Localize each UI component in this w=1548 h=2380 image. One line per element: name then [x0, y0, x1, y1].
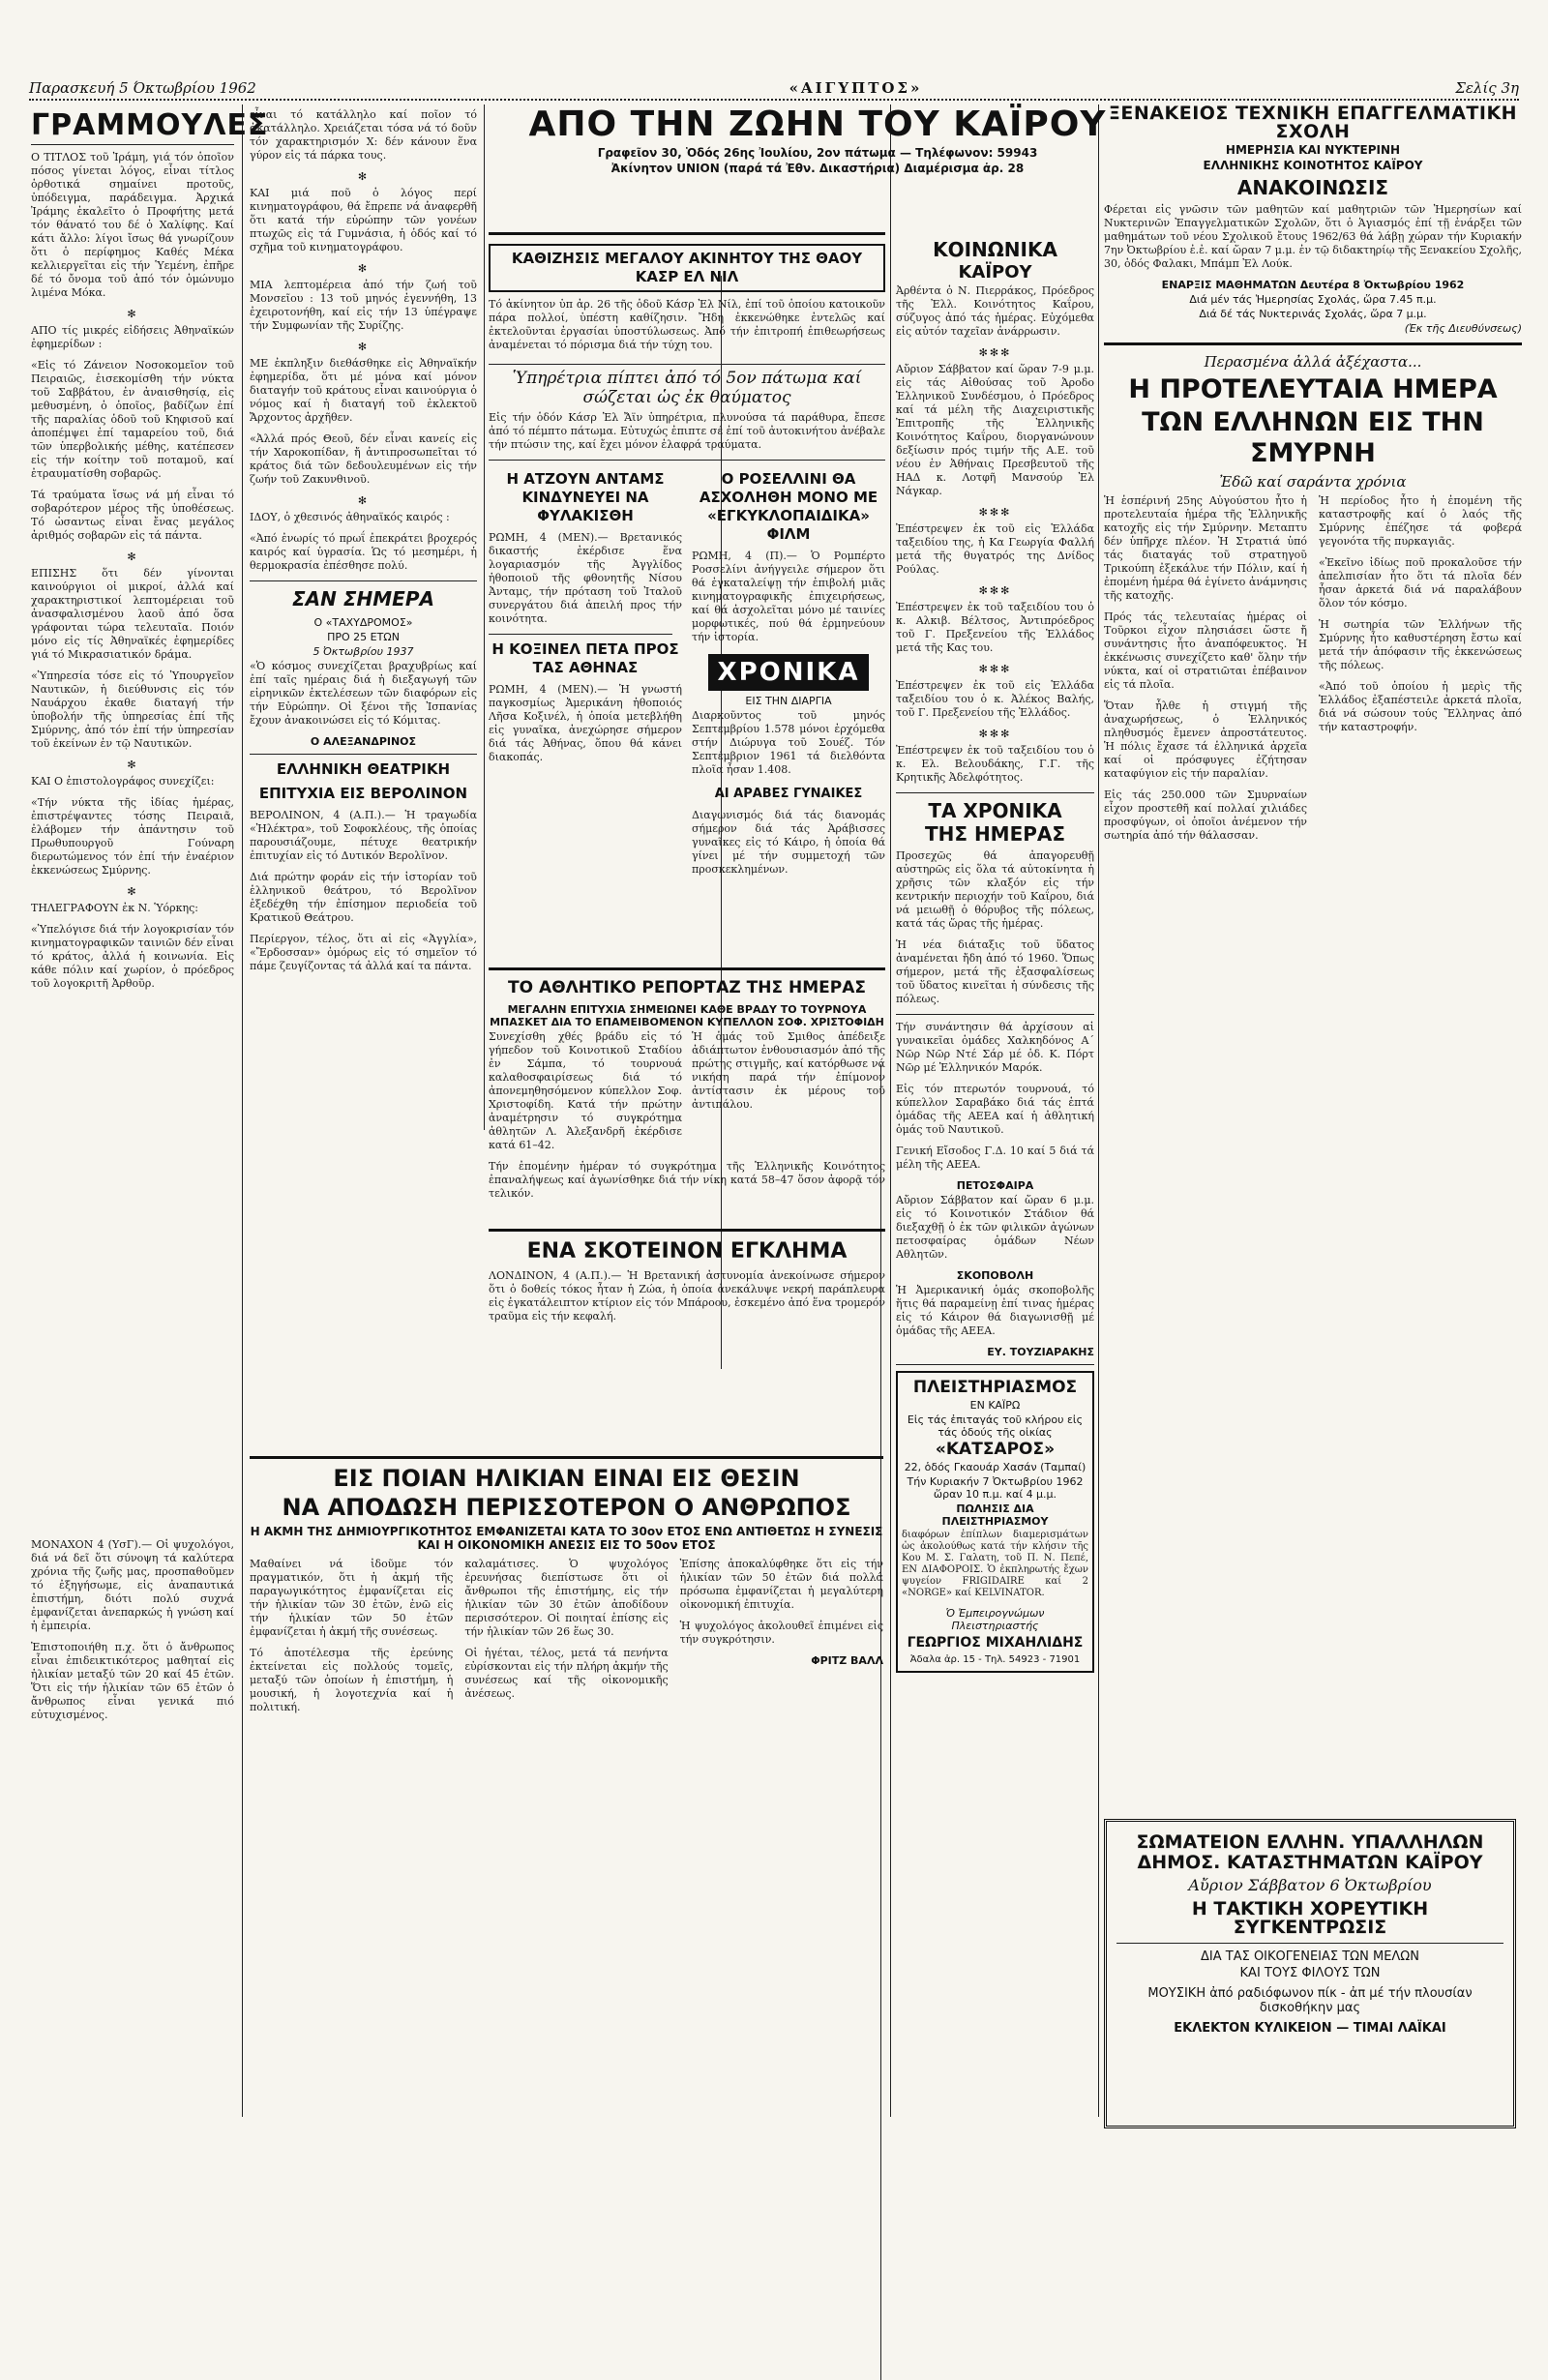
- paragraph: Ἡ περίοδος ἦτο ἡ ἐπομένη τῆς καταστροφῆς καί ὁ λαός τῆς Σμύρνης ἐπέζησε τά φοβερά γεγονότα τῆς πυρκαγιᾶς.: [1319, 494, 1522, 548]
- auction-name: «ΚΑΤΣΑΡΟΣ»: [935, 1440, 1056, 1459]
- section-title: ΑΠΟ ΤΗΝ ΖΩΗΝ ΤΟΥ ΚΑΪΡΟΥ: [528, 104, 1107, 144]
- auction-address: 22, ὁδός Γκαουάρ Χασάν (Ταμπαί): [904, 1461, 1087, 1473]
- paragraph: Εἰς τάς 250.000 τῶν Σμυρναίων εἶχον προστεθῆ καί πολλαί χιλιάδες προσφύγων, οἱ ὁποῖοι ἀνέμενον τήν σωτηρία ἀπό τήν θάλασσαν.: [1104, 788, 1307, 842]
- paragraph: Ἐπιστοποιήθη π.χ. ὅτι ὁ ἄνθρωπος εἶναι ἐπιδεικτικότερος μαθηταί εἰς ἡλικίαν μεταξύ τῶν 20 καί 45 ἐτῶν. Ὅτι εἰς τήν ἡλικίαν τῶν 65 ἐτῶν ὁ ἄνθρωπος εἶναι γενικά πιό εὐτυχισμένος.: [31, 1641, 234, 1721]
- theatre-headline: ΕΛΛΗΝΙΚΗ ΘΕΑΤΡΙΚΗ: [276, 760, 451, 778]
- paragraph: Αὔριον Σάββατον καί ὥραν 7-9 μ.μ. εἰς τάς Αἰθούσας τοῦ Ἀροδο Ἑλληνικοῦ Συνδέσμου, ὁ Πρόεδρος καί τά μέλη τῆς Διαχειριστικῆς Ἐπιτροπῆς τῆς Ἑλληνικῆς Κοινότητος Καΐρου, διοργανώνουν δεξίωσιν πρός τιμήν τῆς Α.Ε. τοῦ νέου ἐν Ἀθήναις Πρεσβευτοῦ τῆς ΗΑΔ κ. Λοτφῆ Μανσούρ Ἐλ Νάγκαρ.: [896, 363, 1094, 497]
- paragraph: καλαμάτισες. Ὁ ψυχολόγος ἐρευνήσας διεπίστωσε ὅτι οἱ ἄνθρωποι τῆς ἐπιστήμης, εἰς τήν ἡλικίαν τῶν 30 ἐτῶν ἀποδίδουν περισσότερον. Οἱ ποιηταί ἐπίσης εἰς τήν ἡλικίαν τῶν 26 ἕως 30.: [464, 1558, 669, 1638]
- paragraph: Γενική Εἴσοδος Γ.Δ. 10 καί 5 διά τά μέλη τῆς ΑΕΕΑ.: [896, 1145, 1094, 1171]
- paragraph: Ἡ ψυχολόγος ἀκολουθεῖ ἐπιμένει εἰς τήν συγκρότησιν.: [679, 1620, 883, 1646]
- column-two: [250, 108, 477, 1521]
- koxinel-headline: Η ΚΟΞΙΝΕΛ ΠΕΤΑ ΠΡΟΣ ΤΑΣ ΑΘΗΝΑΣ: [491, 640, 679, 676]
- sports-report: [489, 973, 885, 1225]
- school-ad: [1104, 104, 1522, 335]
- night-schedule: Διά δέ τάς Νυκτερινάς Σχολάς, ὥρα 7 μ.μ.: [1199, 308, 1427, 320]
- union-audience-2: ΚΑΙ ΤΟΥΣ ΦΙΛΟΥΣ ΤΩΝ: [1239, 1966, 1381, 1980]
- ornament: ✻: [127, 550, 138, 563]
- divider: [250, 1456, 883, 1459]
- social-subtitle: ΚΑΪΡΟΥ: [958, 262, 1032, 283]
- crime-article: [489, 1235, 885, 1428]
- cairo-life-header: [489, 104, 1146, 230]
- signature: ΦΡΙΤΖ ΒΑΛΛ: [811, 1654, 883, 1667]
- paragraph: Ἐπέστρεψεν ἐκ τοῦ εἰς Ἑλλάδα ταξειδίου της, ἡ Κα Γεωργία Φαλλή μετά τῆς θυγατρός της Δνίδος Ρούλας.: [896, 522, 1094, 576]
- san-simera-date: 5 Ὀκτωβρίου 1937: [313, 645, 414, 658]
- ornament: ✻✻✻: [978, 584, 1012, 597]
- paragraph: Τά τραύματα ἴσως νά μή εἶναι τό σοβαρότερον μέρος τῆς ὑποθέσεως. Τό ὡσαντως εἶναι ἔνας μεγάλος ἀριθμός σοβαρῶν εἰς τά πάντα.: [31, 489, 234, 542]
- union-title: ΣΩΜΑΤΕΙΟΝ ΕΛΛΗΝ. ΥΠΑΛΛΗΛΩΝ: [1136, 1831, 1484, 1853]
- union-title-2: ΔΗΜΟΣ. ΚΑΤΑΣΤΗΜΑΤΩΝ ΚΑΪΡΟΥ: [1137, 1852, 1483, 1873]
- paragraph: Τήν συνάντησιν θά ἀρχίσουν αἱ γυναικεῖαι ὁμάδες Χαλκηδόνος Α΄ Νῶρ Νῶρ Ντέ Σάρ μέ ὁδ. Κ. Πόρτ Νῶρ μέ Ἑλληνικόν Μαρόκ.: [896, 1021, 1094, 1074]
- sports-subheadline: ΜΕΓΑΛΗΝ ΕΠΙΤΥΧΙΑ ΣΗΜΕΙΩΝΕΙ ΚΑΘΕ ΒΡΑΔΥ ΤΟ ΤΟΥΡΝΟΥΑ ΜΠΑΣΚΕΤ ΔΙΑ ΤΟ ΕΠΑΜΕΙΒΟΜΕΝΟΝ ΚΥΠΕΛΛΟΝ ΣΟΦ. ΧΡΙΣΤΟΦΙΔΗ: [490, 1003, 884, 1028]
- office-building: Ἀκίνητον UNION (παρά τά Ἐθν. Δικαστήρια) Διαμέρισμα ἀρ. 28: [610, 162, 1025, 175]
- page-number: Σελίς 3η: [1455, 79, 1519, 97]
- union-music: ΜΟΥΣΙΚΗ ἀπό ραδιόφωνον πίκ - ἀπ μέ τήν πλουσίαν δισκοθήκην μας: [1147, 1986, 1473, 2015]
- smyrna-kicker: Περασμένα ἀλλά ἀξέχαστα...: [1204, 353, 1422, 371]
- auction-line: Εἰς τάς ἐπιταγάς τοῦ κλήρου εἰς τάς ὁδούς τῆς οἰκίας: [907, 1413, 1084, 1439]
- paragraph: Εἰς τόν πτερωτόν τουρνουά, τό κύπελλον Σαραβάκο διά τάς ἑπτά ὁμάδας τῆς ΑΕΕΑ καί ἡ ἀθλητική ὁμάς τοῦ Ναυτικοῦ.: [896, 1083, 1094, 1136]
- union-date: Αὔριον Σάββατον 6 Ὀκτωβρίου: [1188, 1876, 1432, 1894]
- paragraph: «Ἀπό τοῦ ὁποίου ἡ μερὶς τῆς Ἑλλάδος ἐξαπέστειλε ἀρκετά πλοῖα, διά νά σώσουν τούς Ἕλληνας ἀπό τήν καταστροφήν.: [1319, 680, 1522, 733]
- paragraph: ΡΩΜΗ, 4 (ΜΕΝ).— Ἡ γνωστή παγκοσμίως Ἀμερικάνη ἡθοποιός Λῆσα Κοξινέλ, ἡ ὁποία μετεβλήθη εἰς γυναῖκα, ἀνεχώρησε σήμερον διά τάς Ἀθήνας, ὅπου θά κάνει διακοπάς.: [489, 683, 682, 763]
- servant-headline: Ὑπηρέτρια πίπτει ἀπό τό 5ον πάτωμα καί σώζεται ὡς ἐκ θαύματος: [512, 369, 862, 407]
- column-social: [896, 238, 1094, 2125]
- san-simera-years: ΠΡΟ 25 ΕΤΩΝ: [327, 631, 400, 643]
- union-event: Η ΤΑΚΤΙΚΗ ΧΟΡΕΥΤΙΚΗ ΣΥΓΚΕΝΤΡΩΣΙΣ: [1191, 1898, 1429, 1938]
- paragraph: Ἡ ὁμάς τοῦ Σμιθος ἀπέδειξε ἀδιάπτωτον ἐνθουσιασμόν ἀπό τῆς πρώτης στιγμῆς, καί κατόρθωσε νά νικήση παρά τήν ἐπίμονον ἀντίστασιν ἐκ μέρους τοῦ ἀντιπάλου.: [692, 1030, 885, 1111]
- chronicles-title-2: ΤΗΣ ΗΜΕΡΑΣ: [924, 822, 1066, 846]
- cairo-news-block: [489, 238, 885, 1070]
- paragraph: ΕΠΙΣΗΣ ὅτι δέν γίνονται καινούργιοι οἱ μικροί, ἀλλά καί χαρακτηριστικοί λεπτομέρειαι τοῦ ἀνασφαλισμένου λαοῦ ἀπό ὅσα γράφονται τώρα τελευταῖα. Ποιόν μόνο εἰς τίς Ἀθηναϊκές ἐφημερίδες γιά τό Μικρασιατικόν δράμα.: [31, 567, 234, 661]
- skopovoli-title: ΣΚΟΠΟΒΟΛΗ: [956, 1269, 1034, 1282]
- union-canteen: ΕΚΛΕΚΤΟΝ ΚΥΛΙΚΕΙΟΝ — ΤΙΜΑΙ ΛΑΪΚΑΙ: [1174, 2021, 1446, 2036]
- ornament: ✻: [357, 494, 370, 507]
- divider: [489, 232, 885, 235]
- paragraph: Συνεχίσθη χθές βράδυ εἰς τό γήπεδον τοῦ Κοινοτικοῦ Σταδίου ἐν Σάμπα, τό τουρνουά καλαθοσφαιρίσεως διά τό ἀπονεμηθησόμενον κύπελλον Σοφ. Χριστοφίδη. Κατά τήν πρώτην ἀναμέτρησιν τό συγκρότημα ἀθλητῶν Λ. Ἀλεξανδρῆ ἐκέρδισε κατά 61–42.: [489, 1030, 682, 1151]
- divider: [489, 1229, 885, 1232]
- paragraph: Ἡ νέα διάταξις τοῦ ὕδατος ἀναμένεται ἤδη ἀπό τό 1960. Ὅπως σήμερον, μετά τῆς ἐξασφαλίσεως τοῦ ὕδατος κινεῖται ἡ σύνδεσις τῆς πόλεως.: [896, 938, 1094, 1005]
- school-subtitle-2: ΕΛΛΗΝΙΚΗΣ ΚΟΙΝΟΤΗΤΟΣ ΚΑΪΡΟΥ: [1203, 159, 1423, 172]
- san-simera-title: ΣΑΝ ΣΗΜΕΡΑ: [292, 587, 434, 610]
- union-audience: ΔΙΑ ΤΑΣ ΟΙΚΟΓΕΝΕΙΑΣ ΤΩΝ ΜΕΛΩΝ: [1201, 1949, 1419, 1964]
- newspaper-title: «ΑΙΓΥΠΤΟΣ»: [789, 79, 923, 97]
- xronika-logo: ΧΡΟΝΙΚΑ: [708, 654, 870, 691]
- divider: [250, 580, 477, 581]
- union-ad: [1104, 1819, 1516, 2128]
- auction-place: ΕΝ ΚΑΪΡΩ: [969, 1399, 1021, 1412]
- paragraph: Διά πρώτην φοράν εἰς τήν ἱστορίαν τοῦ ἑλληνικοῦ θεάτρου, τό Βερολῖνον ἐξεδέχθη τήν ἐπίσημον περιοδεία τοῦ Κρατικοῦ Θεάτρου.: [250, 871, 477, 924]
- issue-date: Παρασκευή 5 Όκτωβρίου 1962: [29, 79, 256, 97]
- creativity-article: [250, 1461, 883, 2138]
- divider: [250, 754, 477, 755]
- antams-article: [489, 464, 682, 884]
- paragraph: Ὅταν ἦλθε ἡ στιγμή τῆς ἀναχωρήσεως, ὁ Ἑλληνικός πληθυσμός ἔμενεν ἀπροστάτευτος. Ἡ πόλις ἔχασε τά ἑλληνικά ἀρχεῖα καί οἱ πρόσφυγες ἐζήτησαν καταφύγιον εἰς τήν παραλίαν.: [1104, 699, 1307, 780]
- divider: [489, 634, 672, 635]
- antams-headline: Η ΑΤΖΟΥΝ ΑΝΤΑΜΣ ΚΙΝΔΥΝΕΥΕΙ ΝΑ ΦΥΛΑΚΙΣΘΗ: [506, 470, 665, 524]
- divider: [31, 144, 234, 145]
- auctioneer-role: Ὁ Ἐμπειρογνώμων Πλειστηριαστής: [945, 1607, 1045, 1632]
- divider: [1104, 342, 1522, 345]
- paragraph: Ἐπέστρεψεν ἐκ τοῦ εἰς Ἑλλάδα ταξειδίου του ὁ κ. Ἀλέκος Βαλής, τοῦ Γ. Πρεξενείου τῆς Ἑλλάδος.: [896, 679, 1094, 719]
- paragraph: εἶναι τό κατάλληλο καί ποῖον τό ἀκατάλληλο. Χρειάζεται τόσα νά τό δοῦν τόν χαρακτηρισμόν Χ: δέν κάνουν ἕνα γύρον εἰς τά πάρκα τους.: [250, 108, 477, 162]
- classes-start: ΕΝΑΡΞΙΣ ΜΑΘΗΜΑΤΩΝ Δευτέρα 8 Ὀκτωβρίου 1962: [1161, 279, 1465, 291]
- ornament: ✻: [357, 170, 370, 183]
- auction-date: Τήν Κυριακήν 7 Ὀκτωβρίου 1962 ὥραν 10 π.μ. καί 4 μ.μ.: [907, 1475, 1084, 1501]
- smyrna-headline-2: ΤΩΝ ΕΛΛΗΝΩΝ ΕΙΣ ΤΗΝ ΣΜΥΡΝΗ: [1142, 407, 1484, 468]
- paragraph: Μαθαίνει νά ἰδοῦμε τόν πραγματικόν, ὅτι ἡ ἀκμή τῆς παραγωγικότητος ἐμφανίζεται εἰς τήν ἡλικίαν τῶν 30 ἐτῶν, ἐνῶ εἰς τήν ἡλικίαν τῶν 50 ἐτῶν ἐμφανίζεται ἡ ἀκμή τῆς συνέσεως.: [250, 1558, 454, 1638]
- paragraph: ΙΔΟΥ, ὁ χθεσινός ἀθηναϊκός καιρός :: [250, 511, 450, 523]
- theatre-headline-2: ΕΠΙΤΥΧΙΑ ΕΙΣ ΒΕΡΟΛΙΝΟΝ: [258, 785, 468, 802]
- paragraph: ΜΙΑ λεπτομέρεια ἀπό τήν ζωή τοῦ Μονσεῖου : 13 τοῦ μηνός ἐγεννήθη, 13 ἐχειροτονήθη, καί εἰς τήν 13 ὑπέγραψε τήν Συμφωνίαν τῆς Συρίζης.: [250, 279, 477, 332]
- auction-ad: [896, 1371, 1094, 1673]
- paragraph: ΑΠΟ τίς μικρές εἰδήσεις Ἀθηναϊκών ἐφημερίδων :: [31, 324, 234, 350]
- paragraph: ΡΩΜΗ, 4 (ΜΕΝ).— Βρετανικός δικαστής ἐκέρδισε ἕνα λογαριασμόν τῆς Ἀγγλίδος ἡθοποιοῦ τῆς φθονητῆς Νίσου Ἀνταμς, τήν πρόταση τοῦ Ἰταλοῦ συνεργάτου διά ἀπειλή προς τήν κοινότητα.: [489, 531, 682, 625]
- chronicles-title: ΤΑ ΧΡΟΝΙΚΑ: [928, 799, 1062, 822]
- xronika-sub: ΕΙΣ ΤΗΝ ΔΙΑΡΓΙΑ: [745, 695, 832, 707]
- divider: [896, 1364, 1094, 1365]
- ornament: ✻: [357, 262, 370, 275]
- office-address: Γραφεῖον 30, Ὁδός 26ης Ἰουλίου, 2ον πάτωμα — Τηλέφωνον: 59943: [597, 146, 1038, 160]
- rosellini-article: [692, 464, 885, 884]
- ornament: ✻✻✻: [978, 506, 1012, 519]
- paragraph: Διαγωνισμός διά τάς διανομάς σήμερον διά τάς Ἀράβισσες γυναῖκες εἰς τό Κάιρο, ἡ ὁποία θά γίνει μέ τήν συμμετοχή τῶν προσκεκλημένων.: [692, 809, 885, 876]
- divider: [1116, 1943, 1503, 1944]
- paragraph: Ἐπέστρεψεν ἐκ τοῦ ταξειδίου του ὁ κ. Αλκιβ. Βέλτσος, Ἀντιπρόεδρος τοῦ Γ. Πρεξενείου τῆς Ἑλλάδος μετά τῆς Κας του.: [896, 601, 1094, 654]
- paragraph: «Τήν νύκτα τῆς ἰδίας ἡμέρας, ἐπιστρέψαντες τόσης Πειραιᾶ, ἐλάβομεν τήν ἀπάντησιν τοῦ Πρωθυπουργοῦ Γούναρη διερωτώμενος τόν ἐπί τήν ἐναέριον ἐκκενώσεως Σμύρνης.: [31, 796, 234, 877]
- paragraph: ΚΑΙ Ο ἐπιστολογράφος συνεχίζει:: [31, 775, 215, 788]
- announcement-title: ΑΝΑΚΟΙΝΩΣΙΣ: [1236, 176, 1389, 199]
- paragraph: «Ἐκεῖνο ἰδίως ποῦ προκαλοῦσε τήν ἀπελπισίαν ἦτο ὅτι τά πλοῖα δέν ἦσαν ἀρκετά διά νά παραλάβουν ὅλον τόν κόσμο.: [1319, 556, 1522, 610]
- paragraph: Οἱ ἡγέται, τέλος, μετά τά πενήντα εὐρίσκονται εἰς τήν πλήρη ἀκμήν τῆς συνέσεως καί τῆς οἰκονομικῆς ἀνέσεως.: [464, 1647, 669, 1700]
- paragraph: Ἡ Ἀμερικανική ὁμάς σκοποβολῆς ἥτις θά παραμείνῃ ἐπί τινας ἡμέρας εἰς τό Κάιρον θά διαγωνισθῇ μέ ὁμάδας τῆς ΑΕΕΑ.: [896, 1284, 1094, 1337]
- divider: [489, 364, 885, 365]
- signature: Ο ΑΛΕΞΑΝΔΡΙΝΟΣ: [310, 735, 417, 748]
- signature: ΕΥ. ΤΟΥΖΙΑΡΑΚΗΣ: [987, 1346, 1094, 1358]
- san-simera-source: Ο «ΤΑΧΥΔΡΟΜΟΣ»: [313, 616, 413, 629]
- auctioneer-name: ΓΕΩΡΓΙΟΣ ΜΙΧΑΗΛΙΔΗΣ: [907, 1635, 1084, 1651]
- paragraph: Ἡ ἑσπέρινή 25ης Αὐγούστου ἦτο ἡ προτελευταία ἡμέρα τῆς Ἑλληνικῆς κατοχῆς εἰς τήν Σμύρνην. Μεταπτυ δέν ὑπῆρχε πλέον. Ἡ Στρατιά ὑπό τάς διαταγάς τοῦ στρατηγοῦ Τρικούπη ἐξεκάλυε τήν Πόλιν, καί ἡ ἐπομένη ἡμέρα θά ἐγίνετο ἀνάμνησις τῆς κατοχῆς.: [1104, 494, 1307, 602]
- divider: [489, 460, 885, 461]
- paragraph: ΡΩΜΗ, 4 (Π).— Ὁ Ρομπέρτο Ροσσελίνι ἀνήγγειλε σήμερον ὅτι θά ἐγκαταλείψῃ τήν ἐπιβολή μιᾶς κινηματογραφικῆς ἐπιχειρήσεως, καί θά ἀσχολεῖται μόνο μέ ταινίες μορφωτικές, πού θά ἐρμηνεύουν τήν ἱστορία.: [692, 550, 885, 643]
- crime-headline: ΕΝΑ ΣΚΟΤΕΙΝΟΝ ΕΓΚΛΗΜΑ: [526, 1239, 848, 1264]
- school-title: ΞΕΝΑΚΕΙΟΣ ΤΕΧΝΙΚΗ ΕΠΑΓΓΕΛΜΑΤΙΚΗ ΣΧΟΛΗ: [1108, 103, 1518, 142]
- column-monaxon: [31, 1538, 234, 2119]
- paragraph: «Εἰς τό Ζάνειον Νοσοκομεῖον τοῦ Πειραιῶς, ἐισεκομίσθη τήν νύκτα τοῦ Σαββάτου, ἐν ἀναισθησίᾳ, εἰς μεθυσμένη, ὁ ὁποῖος, βαδίζων ἐπί τῆς παραλίας ὁδοῦ τοῦ Κηφισοῦ καί ἀποπέμψει ἐπί ταμαρείου τοῦ, διά τῶν ὑπερβολικής μέθης, κατέπεσεν εἰς τήν κοίτην τοῦ ποταμοῦ, καί ἐτραυματίσθη σοβαρῶς.: [31, 359, 234, 480]
- divider: [896, 1014, 1094, 1015]
- ornament: ✻: [127, 885, 138, 898]
- paragraph: Πρός τάς τελευταίας ἡμέρας οἱ Τοῦρκοι εἶχον πλησιάσει ὥστε ἤ συνάντησις ἦτο ἀναπόφευκτος. Ἡ ἐκκένωσις συνεχίζετο καθ' ὅλην τήν νύκτα, καί οἱ στρατιῶται ἐπέβαινον εἰς τά πλοῖα.: [1104, 610, 1307, 691]
- auction-sale: ΠΩΛΗΣΙΣ ΔΙΑ ΠΛΕΙΣΤΗΡΙΑΣΜΟΥ: [941, 1502, 1049, 1528]
- mosque-headline: ΚΑΘΙΖΗΣΙΣ ΜΕΓΑΛΟΥ ΑΚΙΝΗΤΟΥ ΤΗΣ ΘΑΟΥ ΚΑΣΡ ΕΛ ΝΙΛ: [489, 244, 885, 292]
- paragraph: Ἐπέστρεψεν ἐκ τοῦ ταξειδίου του ὁ κ. Ελ. Βελουδάκης, Γ.Γ. τῆς Κρητικῆς Ἀδελφότητος.: [896, 744, 1094, 784]
- divider: [896, 792, 1094, 793]
- arab-headline: ΑΙ ΑΡΑΒΕΣ ΓΥΝΑΙΚΕΣ: [714, 787, 863, 801]
- day-schedule: Διά μέν τάς Ἡμερησίας Σχολάς, ὥρα 7.45 π.μ.: [1189, 293, 1437, 306]
- paragraph: ΜΟΝΑΧΟΝ 4 (ΥσΓ).— Οἱ ψυχολόγοι, διά νά δεῖ ὅτι σύνοψη τά καλύτερα χρόνια τῆς ζωῆς μας, προσπαθοῦμεν τό ἐξηγήσωμε, εἰς ἀναπαυτικά ἐπιστήμη, διότι πολύ συχνά ἐμφανίζεται ἀνεπαρκώς ἡ γνώση καί ἡ ἐμπειρία.: [31, 1538, 234, 1632]
- petosfaira-title: ΠΕΤΟΣΦΑΙΡΑ: [956, 1179, 1034, 1192]
- ornament: ✻✻✻: [978, 663, 1012, 675]
- smyrna-subheadline: Ἐδῶ καί σαράντα χρόνια: [1219, 473, 1407, 491]
- paragraph: «Ἀπό ἐνωρίς τό πρωΐ ἐπεκράτει βροχερός καιρός καί ὑγρασία. Ὡς τό μεσημέρι, ἡ θερμοκρασία ἐπέσθησε πολύ.: [250, 532, 477, 572]
- paragraph: Εἰς τήν ὁδόν Κάσρ Ἐλ Ἄϊν ὑπηρέτρια, πλυνούσα τά παράθυρα, ἔπεσε ἀπό τό πέμπτο πάτωμα. Εὐτυχώς ἐπιπτε σέ ἐπί τοῦ ἀυτοκινήτου ἀνέβαλε τήν πτώσιν της, καί ἔχει μόνον ἐλαφρά τραύματα.: [489, 411, 885, 451]
- creativity-headline-1: ΕΙΣ ΠΟΙΑΝ ΗΛΙΚΙΑΝ ΕΙΝΑΙ ΕΙΣ ΘΕΣΙΝ: [333, 1465, 800, 1492]
- ornament: ✻: [127, 759, 138, 771]
- paragraph: Ἀρθέντα ὁ Ν. Πιερράκος, Πρόεδρος τῆς Ἐλλ. Κοινότητος Καΐρου, σύζυγος ἀπό τάς ἡμέρας. Εὐχόμεθα εἰς αὐτόν ταχεῖαν ἀνάρρωσιν.: [896, 284, 1094, 338]
- paragraph: Διαρκοῦντος τοῦ μηνός Σεπτεμβρίου 1.578 μόνοι ἐρχόμεθα στήν Διώρυγα τοῦ Σουέζ. Τόν Σεπτέμβριον 1961 τά διελθόντα πλοῖα ἦσαν 1.408.: [692, 709, 885, 776]
- ornament: ✻: [127, 308, 138, 320]
- paragraph: Τήν ἐπομένην ἡμέραν τό συγκρότημα τῆς Ἑλληνικῆς Κοινότητος ἐπαναλήψεως καί ἀγωνίσθηκε διά τήν νίκη κατά 58–47 ὅσον ἀφορᾷ τόν τελικόν.: [489, 1160, 885, 1200]
- paragraph: Φέρεται εἰς γνῶσιν τῶν μαθητῶν καί μαθητριῶν τῶν Ἡμερησίων καί Νυκτερινῶν Ἐπαγγελματικῶν Σχολῶν, ὅτι ὁ Ἁγιασμός ἐπί τῇ ἐνάρξει τῶν μαθημάτων τοῦ νέου Σχολικοῦ ἔτους 1962/63 θά λάβῃ χώραν τήν Κυριακήν 7ην Ὀκτωβρίου ἐ.ἐ. καί ὥραν 7 μ.μ. ἐν τῷ διδακτηρίῳ τῆς Ξενακείου Σχολῆς, 30, ὁδός Φαλακι, Μπάμπ Ἐλ Λούκ.: [1104, 203, 1522, 270]
- paragraph: Περίεργον, τέλος, ὅτι αἱ εἰς «Ἀγγλία», «Ἔρδοσσαν» ὁμόρως εἰς τό σημεῖον τό πάμε ζευγίζοντας τά ἀλλά καί τα πάντα.: [250, 933, 477, 972]
- paragraph: ΒΕΡΟΛΙΝΟΝ, 4 (Α.Π.).— Ἡ τραγωδία «Ἠλέκτρα», τοῦ Σοφοκλέους, τῆς ὁποίας παρουσιάζουμε, πέτυχε θεατρικήν ἐπιτυχίαν εἰς τό Δυτικόν Βερολῖνον.: [250, 809, 477, 862]
- ornament: ✻✻✻: [978, 346, 1012, 359]
- divider: [489, 967, 885, 970]
- creativity-subheadline: Η ΑΚΜΗ ΤΗΣ ΔΗΜΙΟΥΡΓΙΚΟΤΗΤΟΣ ΕΜΦΑΝΙΖΕΤΑΙ ΚΑΤΑ ΤΟ 30ον ΕΤΟΣ ΕΝΩ ΑΝΤΙΘΕΤΩΣ Η ΣΥΝΕΣΙΣ ΚΑΙ Η ΟΙΚΟΝΟΜΙΚΗ ΑΝΕΣΙΣ ΕΙΣ ΤΟ 50ον ΕΤΟΣ: [250, 1525, 883, 1552]
- sports-headline: ΤΟ ΑΘΛΗΤΙΚΟ ΡΕΠΟΡΤΑΖ ΤΗΣ ΗΜΕΡΑΣ: [508, 978, 866, 997]
- paragraph: ΚΑΙ μιά ποῦ ὁ λόγος περί κινηματογράφου, θά ἔπρεπε νά ἀναφερθῆ ὅτι κατά τήν εὐρώπην τῶν γονέων πτωχῶς εἰς τά Γυμνάσια, ἡ ὁδός καί τό σχῆμα τοῦ κινηματογράφου.: [250, 187, 477, 253]
- paragraph: «Ὁ κόσμος συνεχίζεται βραχυβρίως καί ἐπί ταῖς ημέραις διά ἡ διεξαγωγή τῶν εἰρηνικῶν ἐκτελέσεων τῶν διαφόρων εἰς τήν Εὐρώπην. Οἱ ξένοι τῆς Ἰσπανίας ἔχουν ἀνακοινώσει εἰς τό Κόμιτας.: [250, 660, 477, 727]
- paragraph: «Ὑπελόγισε διά τήν λογοκρισίαν τόν κινηματογραφικῶν ταινιῶν δέν εἶναι τό κράτος, ἀλλά ἡ κοινωνία. Εἰς κάθε πόλιν καί χωρίον, ὁ πρόεδρος τοῦ λογοκριτῆ Ἀρθοῦρ.: [31, 923, 234, 990]
- paragraph: «Ὑπηρεσία τόσε εἰς τό Ὑπουργεῖον Ναυτικῶν, ἡ διεύθυνσις εἰς τόν Ναυάρχου ἐκαθε διαταγή τήν ὑποβολήν τῆς ὑπηρεσίας ἐπί τῆς Σμύρνης, ἀπό τόν ἐπί τήν ὑπηρεσίαν τοῦ ἐκείνων ἐν τῷ Ναυτικῶν.: [31, 669, 234, 750]
- paragraph: Τό ἀκίνητον ὑπ ἀρ. 26 τῆς ὁδοῦ Κάσρ Ἐλ Νίλ, ἐπί τοῦ ὁποίου κατοικοῦν πάρα πολλοί, ὑπέστη καθίζησιν. Ἤδη ἐκκενώθηκε ἐντελῶς καί ἐκτελοῦνται ἐργασίαι ὑποστύλωσεως. Ἀπό τήν ἐπιτροπή ἐπιθεωρήσεως ἀναμένεται τό πόρισμα διά τήν τύχη του.: [489, 298, 885, 351]
- creativity-headline-2: ΝΑ ΑΠΟΔΩΣΗ ΠΕΡΙΣΣΟΤΕΡΟΝ Ο ΑΝΘΡΩΠΟΣ: [282, 1494, 851, 1521]
- smyrna-headline-1: Η ΠΡΟΤΕΛΕΥΤΑΙΑ ΗΜΕΡΑ: [1128, 374, 1498, 404]
- column-rule: [484, 104, 485, 1130]
- masthead: [29, 77, 1519, 101]
- paragraph: ΜΕ ἐκπληξιν διεθάσθηκε εἰς Ἀθηναϊκήν ἐφημερίδα, ὅτι μέ μόνα καί μόνον διαταγήν τοῦ κράτους εἶναι καινούργια ὁ νόμος καί ἡ διαταγή τοῦ ἐκλεκτοῦ Ἄρχοντος ἀρχῆθεν.: [250, 357, 477, 424]
- ornament: ✻✻✻: [978, 728, 1012, 740]
- rosellini-headline: Ο ΡΟΣΕΛΛΙΝΙ ΘΑ ΑΣΧΟΛΗΘΗ ΜΟΝΟ ΜΕ «ΕΓΚΥΚΛΟΠΑΙΔΙΚΑ» ΦΙΛΜ: [699, 470, 878, 543]
- paragraph: ΤΗΛΕΓΡΑΦΟΥΝ ἐκ Ν. Ὑόρκης:: [31, 902, 198, 914]
- paragraph: Ἐπίσης ἀποκαλύφθηκε ὅτι εἰς τήν ἡλικίαν τῶν 50 ἐτῶν διά πολλά πρόσωπα ἐμφανίζεται ἡ μεγαλύτερη οἰκονομική ἐπιτυχία.: [679, 1558, 883, 1611]
- school-subtitle: ΗΜΕΡΗΣΙΑ ΚΑΙ ΝΥΚΤΕΡΙΝΗ: [1225, 143, 1401, 157]
- paragraph: Προσεχῶς θά ἀπαγορευθῇ αὐστηρῶς εἰς ὅλα τά αὐτοκίνητα ἡ χρῆσις τῶν κλαξόν εἰς τήν κεντρικήν περιοχήν τοῦ Καΐρου, διά νά μειωθῇ ὁ θόρυβος τῆς πόλεως, κατά τάς ὥρας τῆς ἡμέρας.: [896, 849, 1094, 930]
- auctioneer-address: Ἀδαλα ἀρ. 15 - Τηλ. 54923 - 71901: [909, 1654, 1081, 1665]
- paragraph: διαφόρων ἐπίπλων διαμερισμάτων ὡς ἀκολούθως κατά τήν κλήσιν τῆς Κου Μ. Σ. Γαλατη, τοῦ Π. Ν. Πεπέ, ΕΝ ΔΙΑΦΟΡΟΙΣ. Ὁ ἐκπληρωτής ἔχων ψυγείον FRIGIDAIRE καί 2 «NORGE» καί KELVINATOR.: [902, 1530, 1088, 1598]
- paragraph: Ἡ σωτηρία τῶν Ἑλλήνων τῆς Σμύρνης ἦτο καθυστέρηση ἔστω καί μετά τήν ἀπόφασιν τῆς ἐκκενώσεως τῆς πόλεως.: [1319, 618, 1522, 671]
- paragraph: Αὔριον Σάββατον καί ὥραν 6 μ.μ. εἰς τό Κοινοτικόν Στάδιον θά διεξαχθῇ ὁ ἐκ τῶν φιλικῶν ἀγώνων πετοσφαίρας ὁμάδων Νέων Αθλητῶν.: [896, 1194, 1094, 1261]
- ornament: ✻: [357, 341, 370, 353]
- signature: (Ἐκ τῆς Διευθύνσεως): [1404, 322, 1522, 335]
- paragraph: ΛΟΝΔΙΝΟΝ, 4 (Α.Π.).— Ἡ Βρετανική ἀστυνομία ἀνεκοίνωσε σήμερον ὅτι ὁ δοθείς τόκος ἦταν ἡ Ζώα, ἡ ὁποία ἀνεκάλυψε νεκρή παράπλευρα εἰς ἐγκατάλειπτον κτίριον εἰς τόν Μπάροου, ἐσκεμένο ἀπό ἕνα τρομερόν τραῦμα εἰς τήν κεφαλή.: [489, 1269, 885, 1323]
- column-rule: [242, 104, 243, 2117]
- paragraph: Ο ΤΙΤΛΟΣ τοῦ Ἰράμη, γιά τόν ὁποῖον πόσος γίνεται λόγος, εἶναι τίτλος ὁρθοτικά σημαίνει προτοῦς, ὑπόδειγμα, παράδειγμα. Ἀρχικά Ἰράμης ἐκαλεῖτο ὁ Προφήτης μετά τόν θάνατό του δέ ὁ Χαλίφης. Καί κάτι ἄλλο: λίγοι ἴσως θά γνωρίζουν ὅτι ὁ περίφημος Καθές Μέκα κελλιεργεῖται εἰς τήν Ὑεμένη, ἐπῆρε δέ τό ὄνομα τοῦ ἀπό τόν ὁμώνυμο λιμένα Μόκα.: [31, 151, 234, 299]
- auction-title: ΠΛΕΙΣΤΗΡΙΑΣΜΟΣ: [912, 1378, 1078, 1397]
- paragraph: Τό ἀποτέλεσμα τῆς ἐρεύνης ἐκτείνεται εἰς πολλούς τομεῖς, μεταξύ τῶν ὁποίων ἡ ἐπιστήμη, ἡ μουσική, ἡ λογοτεχνία καί ἡ πολιτική.: [250, 1647, 454, 1713]
- paragraph: «Ἀλλά πρός Θεοῦ, δέν εἶναι κανείς εἰς τήν Χαροκοπίδαν, ἤ ἀντιπροσωπεῖται τό κράτος διά τῶν δεδουλευμένων εἰς τήν ζωήν τοῦ Ζακυνθινοῦ.: [250, 432, 477, 486]
- social-title: ΚΟΙΝΩΝΙΚΑ: [933, 238, 1057, 261]
- section-title: ΓΡΑΜΜΟΥΛΕΣ: [31, 108, 269, 142]
- column-rule: [1098, 104, 1099, 2117]
- column-rule: [890, 104, 891, 2117]
